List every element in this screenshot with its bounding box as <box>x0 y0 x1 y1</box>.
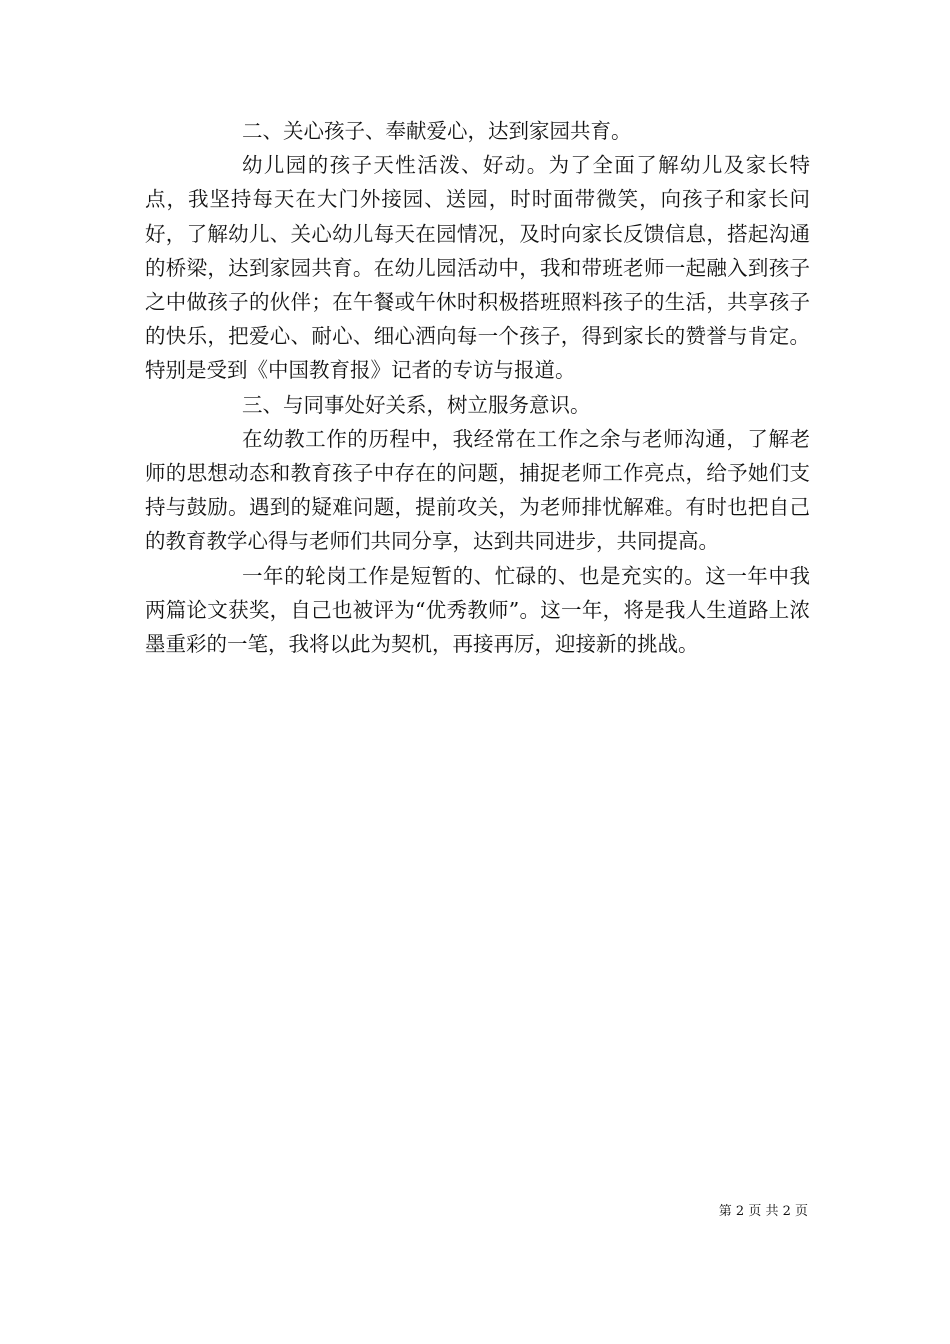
paragraph-colleague-relations: 在幼教工作的历程中，我经常在工作之余与老师沟通，了解老师的思想动态和教育孩子中存在的问题，捕捉老师工作亮点，给予她们支持与鼓励。遇到的疑难问题，提前攻关，为老师排忧解难。有时也把自己的教育教学心得与老师们共同分享，达到共同进步，共同提高。 <box>145 426 810 554</box>
document-body <box>145 114 810 661</box>
paragraph-care-for-children: 幼儿园的孩子天性活泼、好动。为了全面了解幼儿及家长特点，我坚持每天在大门外接园、送园，时时面带微笑，向孩子和家长问好，了解幼儿、关心幼儿每天在园情况，及时向家长反馈信息，搭起沟通的桥梁，达到家园共育。在幼儿园活动中，我和带班老师一起融入到孩子之中做孩子的伙伴；在午餐或午休时积极搭班照料孩子的生活，共享孩子的快乐，把爱心、耐心、细心洒向每一个孩子，得到家长的赞誉与肯定。特别是受到《中国教育报》记者的专访与报道。 <box>145 153 810 383</box>
section-heading-2: 二、关心孩子、奉献爱心，达到家园共育。 <box>242 119 632 143</box>
page-number-footer: 第 2 页 共 2 页 <box>718 1204 808 1219</box>
paragraph-conclusion: 一年的轮岗工作是短暂的、忙碌的、也是充实的。这一年中我两篇论文获奖，自己也被评为“优秀教师”。这一年，将是我人生道路上浓墨重彩的一笔，我将以此为契机，再接再厉，迎接新的挑战。 <box>145 563 810 657</box>
section-heading-3: 三、与同事处好关系，树立服务意识。 <box>242 392 591 417</box>
